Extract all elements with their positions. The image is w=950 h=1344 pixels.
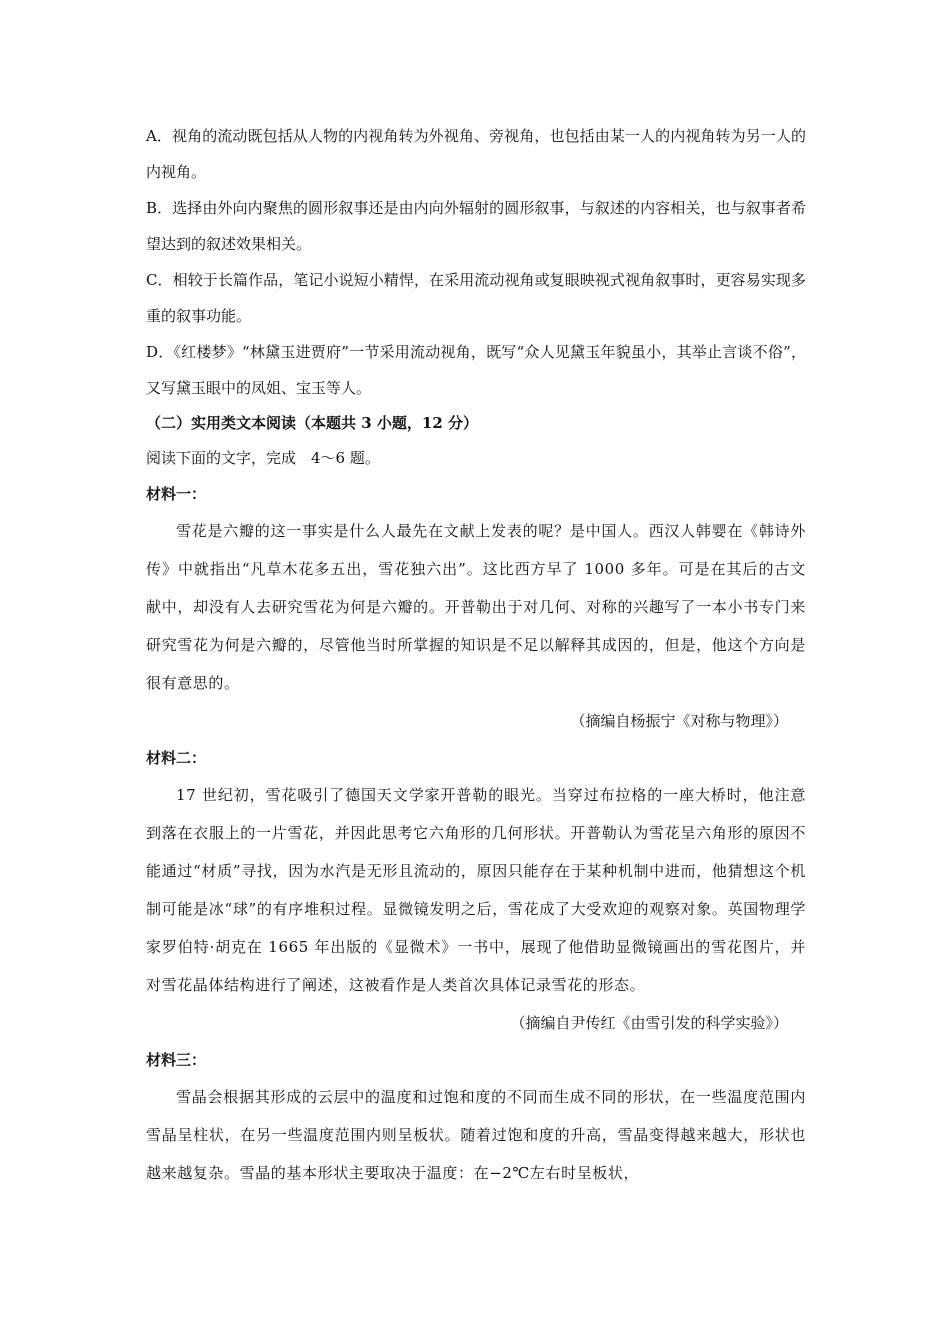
option-c: C．相较于长篇作品，笔记小说短小精悍，在采用流动视角或复眼映视式视角叙事时，更容易实现多重的叙事功能。 — [146, 271, 806, 325]
material-two — [146, 740, 806, 1042]
material-three — [146, 1042, 806, 1192]
material-body: 雪花是六瓣的这一事实是什么人最先在文献上发表的呢？是中国人。西汉人韩婴在《韩诗外传》中就指出“凡草木花多五出，雪花独六出”。这比西方早了 1000 多年。可是在其后的古文献中，却没有人去研究雪花为何是六瓣的。开普勒出于对几何、对称的兴趣写了一本小书专门来研究雪花为何是六瓣的，尽管他当时所掌握的知识是不足以解释其成因的，但是，他这个方向是很有意思的。 — [146, 522, 806, 692]
material-body: 17 世纪初，雪花吸引了德国天文学家开普勒的眼光。当穿过布拉格的一座大桥时，他注意到落在衣服上的一片雪花，并因此思考它六角形的几何形状。开普勒认为雪花呈六角形的原因不能通过“材质”寻找，因为水汽是无形且流动的，原因只能存在于某种机制中进而，他猜想这个机制可能是冰“球”的有序堆积过程。显微镜发明之后，雪花成了大受欢迎的观察对象。英国物理学家罗伯特·胡克在 1665 年出版的《显微术》一书中，展现了他借助显微镜画出的雪花图片，并对雪花晶体结构进行了阐述，这被看作是人类首次具体记录雪花的形态。 — [146, 786, 806, 994]
material-title: 材料三： — [146, 1051, 207, 1069]
section-title: （二）实用类文本阅读（本题共 3 小题，12 分） — [146, 414, 478, 432]
material-source: （摘编自杨振宁《对称与物理》） — [570, 712, 788, 730]
section-instruction: 阅读下面的文字，完成 4～6 题。 — [146, 449, 380, 467]
option-d: D．《红楼梦》“林黛玉进贾府”一节采用流动视角，既写“众人见黛玉年貌虽小，其举止言谈不俗”，又写黛玉眼中的凤姐、宝玉等人。 — [146, 343, 806, 397]
material-title: 材料一： — [146, 485, 207, 503]
option-a: A．视角的流动既包括从人物的内视角转为外视角、旁视角，也包括由某一人的内视角转为另一人的内视角。 — [146, 127, 806, 181]
material-source: （摘编自尹传红《由雪引发的科学实验》） — [510, 1014, 788, 1032]
page-content — [146, 118, 806, 1192]
option-b: B．选择由外向内聚焦的圆形叙事还是由内向外辐射的圆形叙事，与叙述的内容相关，也与叙事者希望达到的叙述效果相关。 — [146, 199, 806, 253]
material-body: 雪晶会根据其形成的云层中的温度和过饱和度的不同而生成不同的形状，在一些温度范围内雪晶呈柱状，在另一些温度范围内则呈板状。随着过饱和度的升高，雪晶变得越来越大，形状也越来越复杂。雪晶的基本形状主要取决于温度：在−2℃左右时呈板状， — [146, 1088, 806, 1182]
material-one — [146, 476, 806, 740]
material-title: 材料二： — [146, 749, 207, 767]
